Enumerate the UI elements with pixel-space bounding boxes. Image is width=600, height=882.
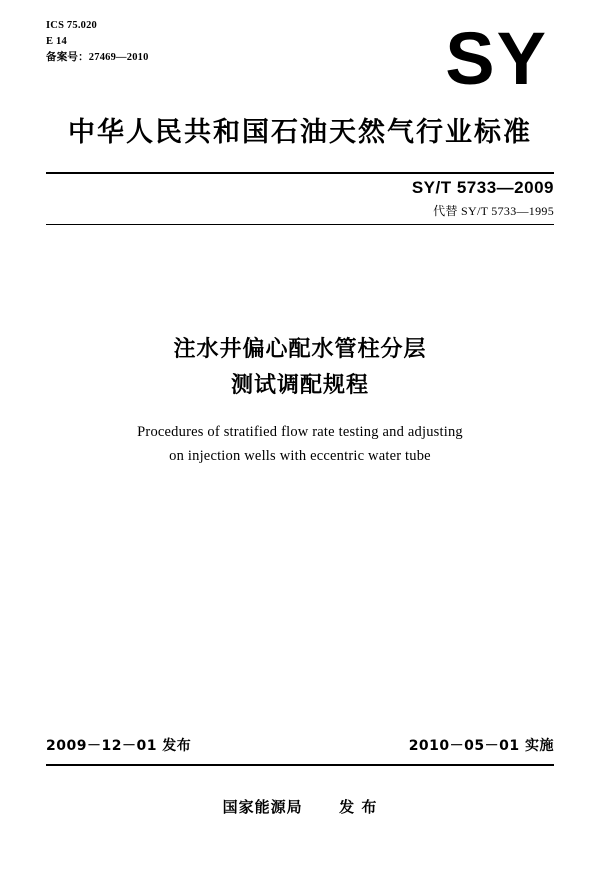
standard-number-block — [412, 178, 554, 219]
divider-thin — [46, 224, 554, 225]
divider-top — [46, 172, 554, 174]
issuer-action: 发 布 — [339, 798, 378, 816]
divider-bottom — [46, 764, 554, 766]
standard-number: SY/T 5733—2009 — [411, 178, 554, 197]
sy-logo: SY — [445, 17, 548, 100]
page-title-line1: 注水井偏心配水管柱分层 — [173, 337, 427, 362]
standard-replaces: 代替 SY/T 5733—1995 — [433, 204, 554, 218]
page-title-english — [0, 420, 600, 468]
issuer-name: 国家能源局 — [222, 798, 303, 816]
ics-code: ICS 75.020 — [46, 20, 98, 31]
category-code: E 14 — [46, 36, 67, 47]
issuing-authority-title: 中华人民共和国石油天然气行业标准 — [68, 117, 532, 148]
page-title-english-line1: Procedures of stratified flow rate testing and adjusting — [137, 424, 463, 440]
dates-row — [46, 735, 554, 755]
header-meta-block — [46, 18, 149, 66]
page-title — [0, 332, 600, 404]
effective-date: 2010－05－01 实施 — [408, 738, 554, 754]
page-title-line2: 测试调配规程 — [230, 373, 369, 398]
issuer-line — [0, 796, 600, 817]
page-title-english-line2: on injection wells with eccentric water tube — [169, 448, 431, 464]
issue-date: 2009－12－01 发布 — [46, 738, 192, 754]
record-number: 备案号：27469—2010 — [46, 52, 149, 63]
